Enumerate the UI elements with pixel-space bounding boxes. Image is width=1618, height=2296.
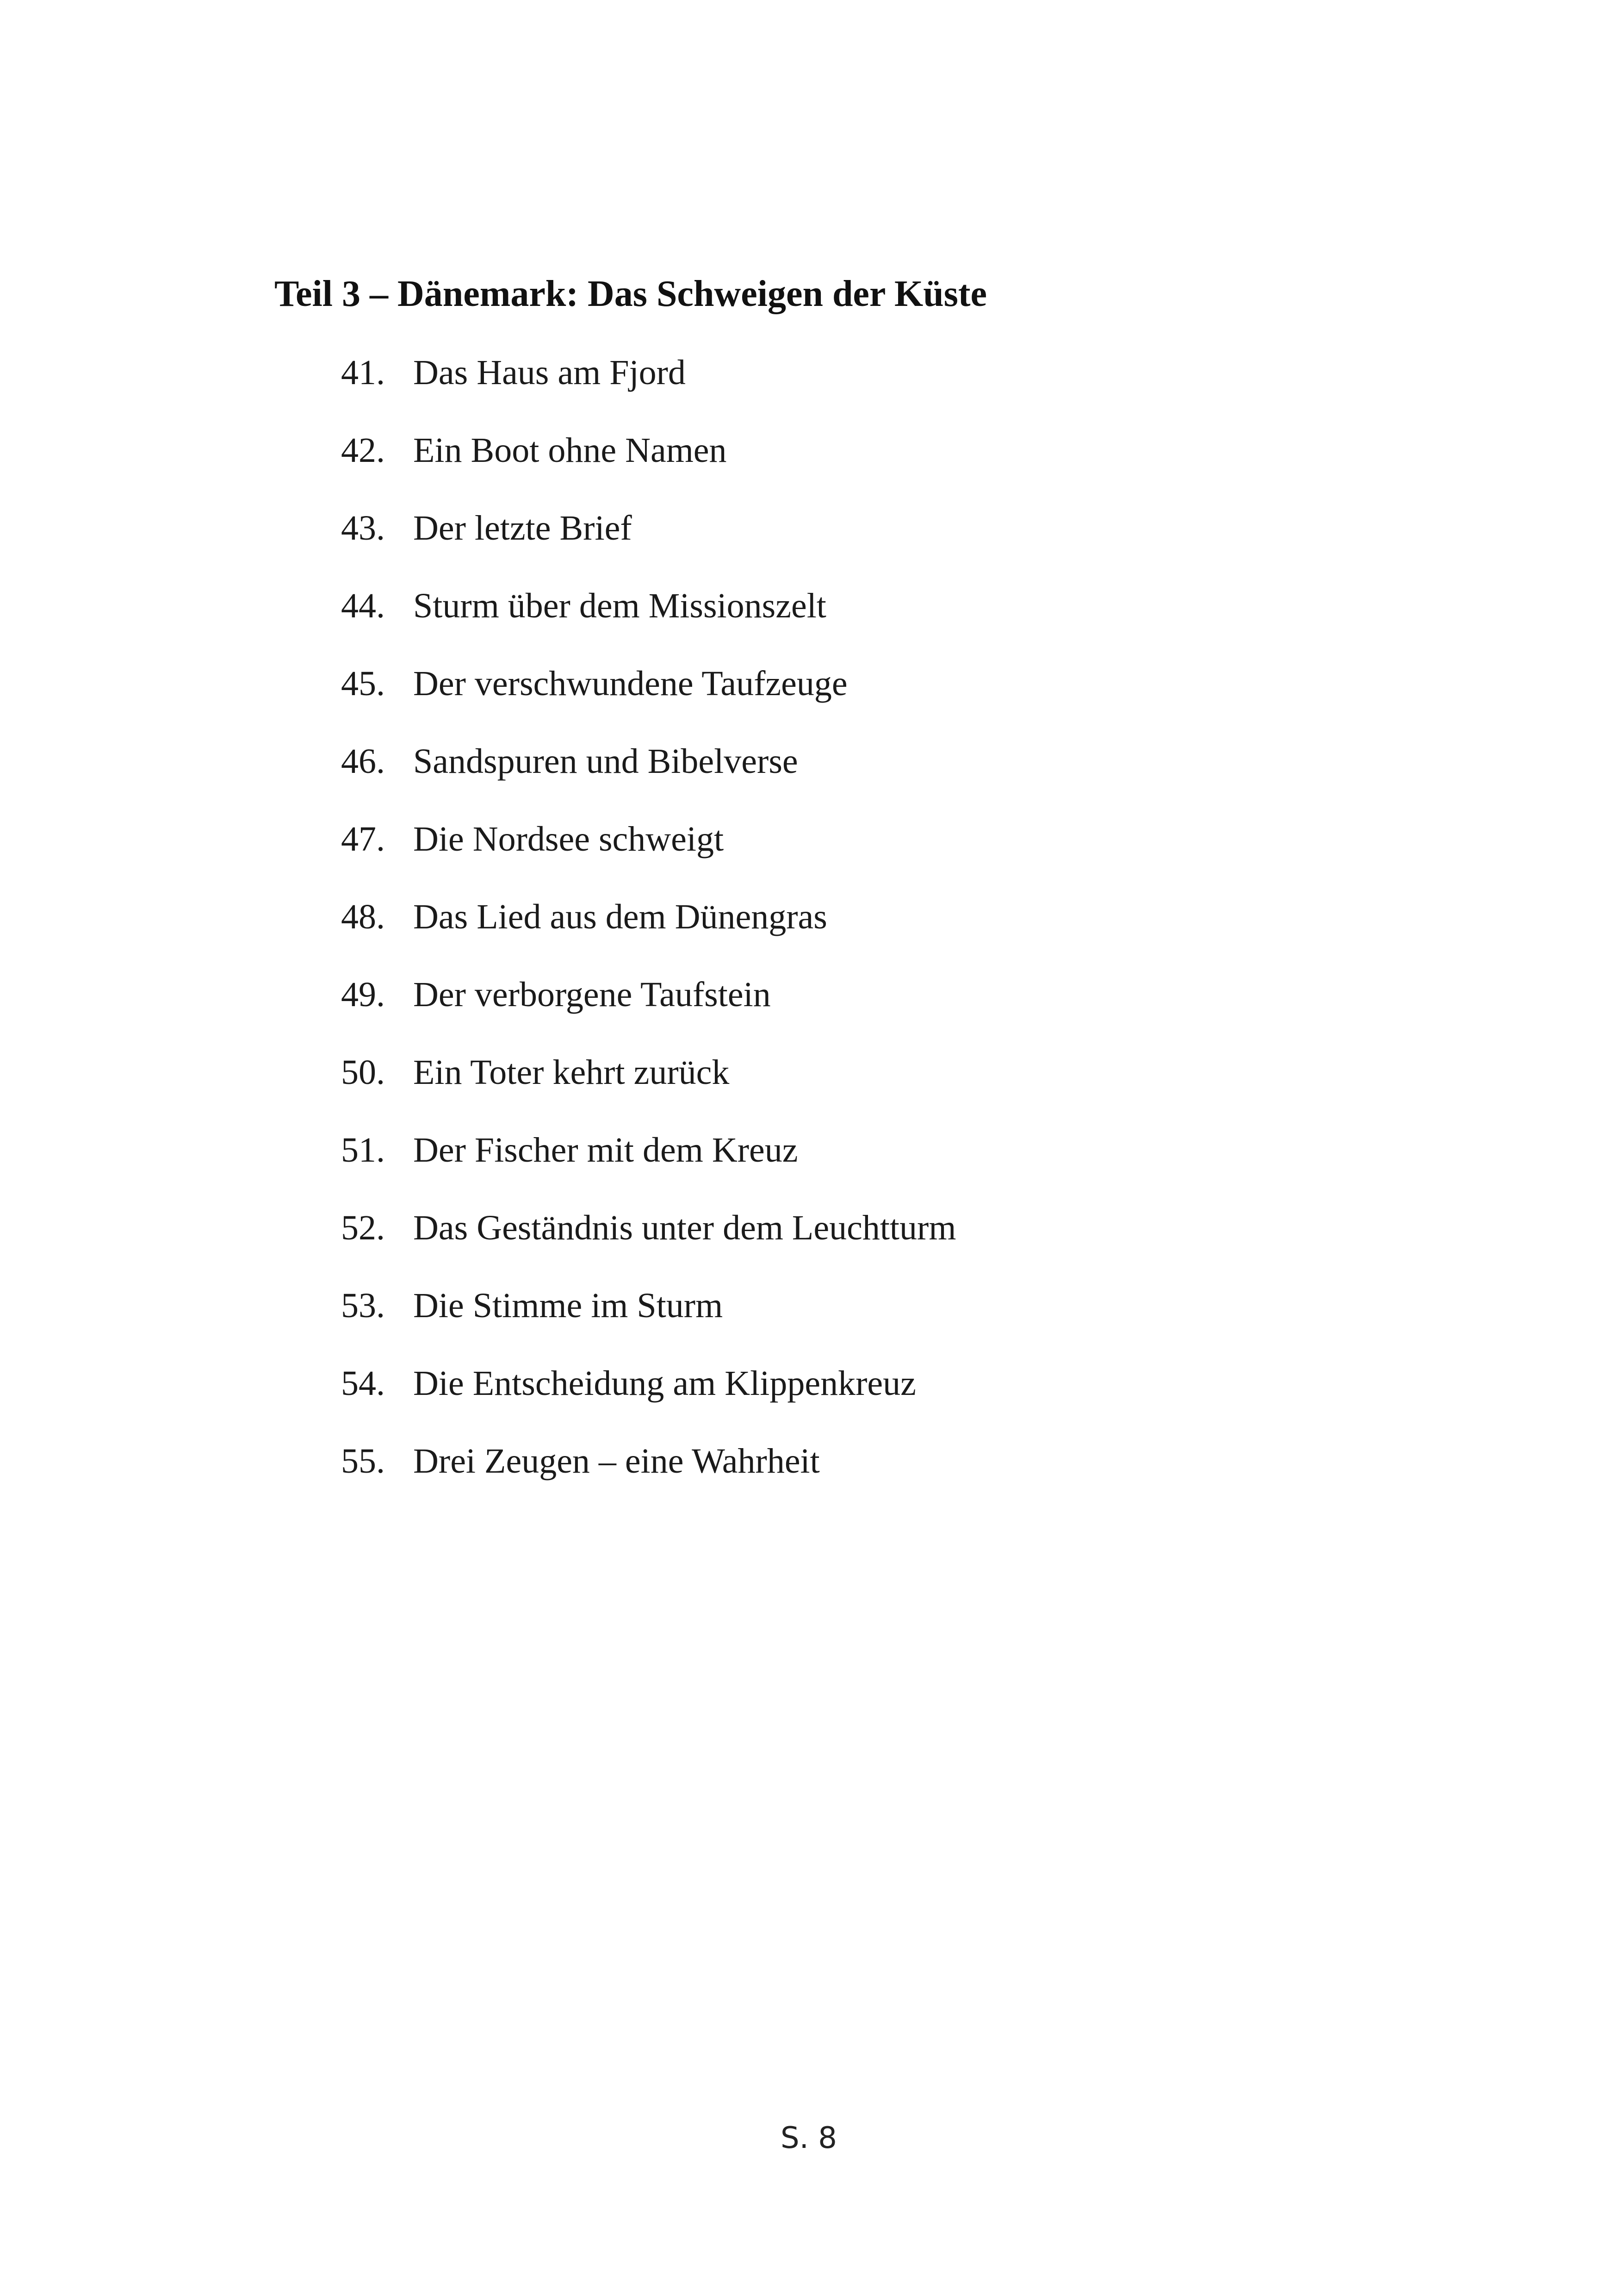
chapter-title: Ein Toter kehrt zurück <box>413 1053 730 1092</box>
chapter-title: Die Nordsee schweigt <box>413 820 724 859</box>
chapter-title: Ein Boot ohne Namen <box>413 431 727 470</box>
chapter-number: 51. <box>341 1131 385 1170</box>
chapter-title: Drei Zeugen – eine Wahrheit <box>413 1442 820 1481</box>
chapter-number: 55. <box>341 1442 385 1481</box>
chapter-title: Der Fischer mit dem Kreuz <box>413 1131 798 1170</box>
chapter-title: Die Entscheidung am Klippenkreuz <box>413 1364 916 1403</box>
chapter-title: Sturm über dem Missionszelt <box>413 586 826 625</box>
chapter-title: Das Geständnis unter dem Leuchtturm <box>413 1208 956 1247</box>
chapter-number: 46. <box>341 742 385 781</box>
chapter-number: 53. <box>341 1286 385 1325</box>
chapter-item-46 <box>0 736 1618 787</box>
chapter-item-54 <box>0 1358 1618 1409</box>
chapter-title: Der verborgene Taufstein <box>413 975 771 1014</box>
chapter-title: Der letzte Brief <box>413 509 632 548</box>
chapter-item-52 <box>0 1202 1618 1253</box>
chapter-number: 44. <box>341 586 385 625</box>
chapter-item-44 <box>0 580 1618 631</box>
chapter-number: 41. <box>341 353 385 392</box>
chapter-item-48 <box>0 891 1618 942</box>
chapter-item-41 <box>0 347 1618 398</box>
chapter-item-43 <box>0 503 1618 554</box>
chapter-number: 50. <box>341 1053 385 1092</box>
chapter-number: 49. <box>341 975 385 1014</box>
chapter-item-45 <box>0 658 1618 709</box>
chapter-number: 42. <box>341 431 385 470</box>
chapter-item-50 <box>0 1047 1618 1098</box>
chapter-item-47 <box>0 814 1618 865</box>
page-number: S. 8 <box>780 2121 837 2155</box>
chapter-item-42 <box>0 425 1618 476</box>
chapter-number: 54. <box>341 1364 385 1403</box>
chapter-number: 48. <box>341 897 385 936</box>
chapter-number: 45. <box>341 664 385 703</box>
chapter-number: 47. <box>341 820 385 859</box>
section-title: Teil 3 – Dänemark: Das Schweigen der Küste <box>274 274 987 314</box>
chapter-title: Das Lied aus dem Dünengras <box>413 897 827 936</box>
chapter-title: Der verschwundene Taufzeuge <box>413 664 848 703</box>
chapter-number: 52. <box>341 1208 385 1247</box>
chapter-item-51 <box>0 1125 1618 1176</box>
chapter-item-49 <box>0 969 1618 1020</box>
chapter-item-55 <box>0 1436 1618 1487</box>
chapter-title: Das Haus am Fjord <box>413 353 686 392</box>
chapter-item-53 <box>0 1280 1618 1331</box>
chapter-title: Sandspuren und Bibelverse <box>413 742 798 781</box>
chapter-title: Die Stimme im Sturm <box>413 1286 723 1325</box>
chapter-number: 43. <box>341 509 385 548</box>
